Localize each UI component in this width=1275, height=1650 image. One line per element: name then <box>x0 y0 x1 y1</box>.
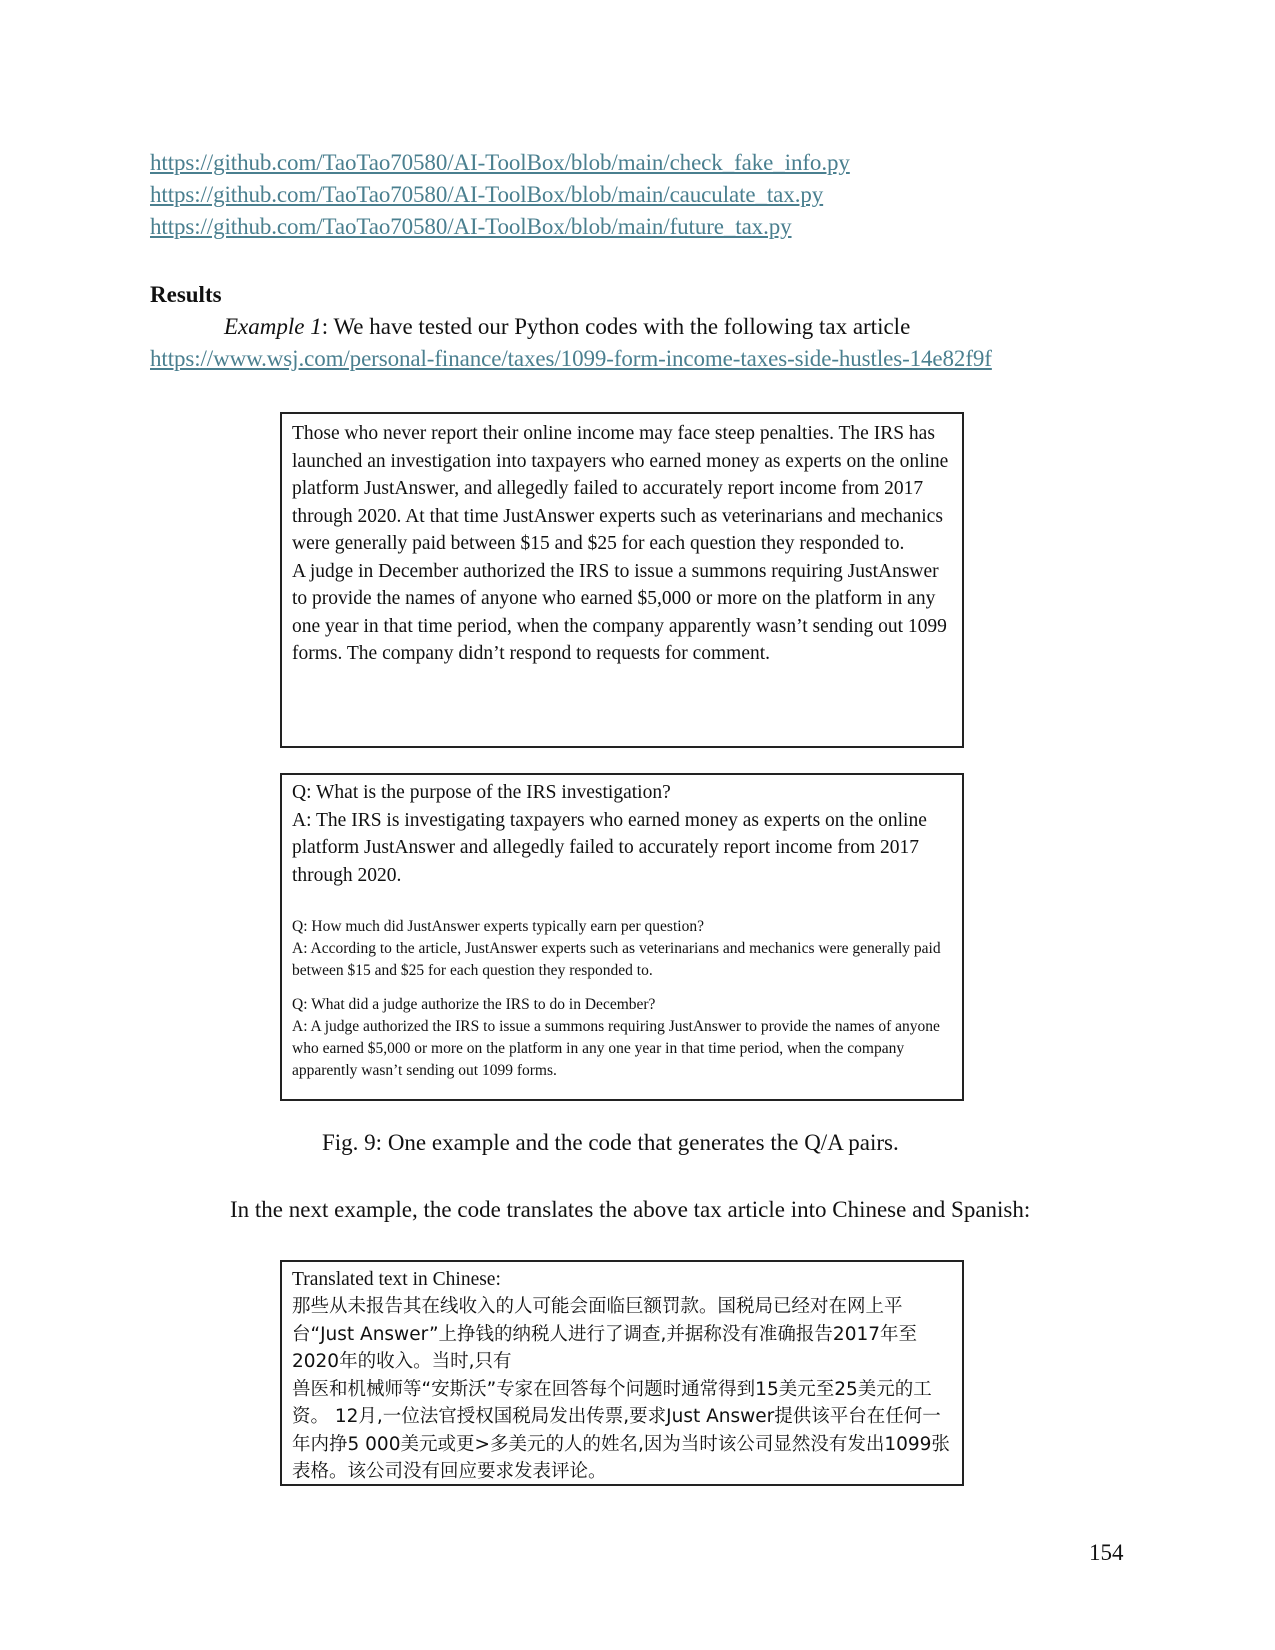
page-number: 154 <box>1089 1540 1124 1565</box>
example-label: Example 1 <box>224 314 322 339</box>
answer-2: A: According to the article, JustAnswer experts such as veterinarians and mechanics were generally paid between $15 and $25 for each question they responded to. <box>292 940 941 979</box>
chinese-text-line-2: 兽医和机械师等“安斯沃”专家在回答每个问题时通常得到15美元至25美元的工资。 12月,一位法官授权国税局发出传票,要求Just Answer提供该平台在任何一年内挣5 000美元或更>多美元的人的姓名,因为当时该公司显然没有发出1099张表格。该公司没有回应要求发表评论。 <box>292 1378 950 1482</box>
wsj-article-link[interactable]: https://www.wsj.com/personal-finance/taxes/1099-form-income-taxes-side-hustles-14e82f9f <box>150 346 992 371</box>
example-intro <box>224 314 910 340</box>
question-3: Q: What did a judge authorize the IRS to do in December? <box>292 996 656 1013</box>
translation-title: Translated text in Chinese: <box>292 1269 501 1290</box>
article-paragraph-2: A judge in December authorized the IRS to issue a summons requiring JustAnswer to provide the names of anyone who earned $5,000 or more on the platform in any one year in that time period, when the company apparently wasn’t sending out 1099 forms. The company didn’t respond to requests for comment. <box>292 560 947 664</box>
example-text: : We have tested our Python codes with the following tax article <box>321 314 911 339</box>
answer-1: A: The IRS is investigating taxpayers who earned money as experts on the online platform JustAnswer and allegedly failed to accurately report income from 2017 through 2020. <box>292 809 927 886</box>
github-link-calculate-tax[interactable]: https://github.com/TaoTao70580/AI-ToolBox/blob/main/cauculate_tax.py <box>150 182 824 207</box>
question-2: Q: How much did JustAnswer experts typically earn per question? <box>292 918 704 935</box>
article-paragraph-1: Those who never report their online income may face steep penalties. The IRS has launched an investigation into taxpayers who earned money as experts on the online platform JustAnswer, and allegedly failed to accurately report income from 2017 through 2020. At that time JustAnswer experts such as veterinarians and mechanics were generally paid between $15 and $25 for each question they responded to. <box>292 423 949 554</box>
section-heading: Results <box>150 282 222 307</box>
chinese-text-line-1: 那些从未报告其在线收入的人可能会面临巨额罚款。国税局已经对在网上平台“Just Answer”上挣钱的纳税人进行了调查,并据称没有准确报告2017年至2020年的收入。当时,只有 <box>292 1296 918 1372</box>
article-text-box <box>280 412 964 748</box>
question-1: Q: What is the purpose of the IRS investigation? <box>292 782 671 803</box>
github-link-check-fake-info[interactable]: https://github.com/TaoTao70580/AI-ToolBox/blob/main/check_fake_info.py <box>150 150 850 175</box>
qa-pairs-box <box>280 773 964 1101</box>
figure-caption: Fig. 9: One example and the code that generates the Q/A pairs. <box>322 1130 899 1155</box>
chinese-translation-box <box>280 1260 964 1486</box>
answer-3: A: A judge authorized the IRS to issue a summons requiring JustAnswer to provide the names of anyone who earned $5,000 or more on the platform in any one year in that time period, when the company apparently wasn’t sending out 1099 forms. <box>292 1018 940 1079</box>
github-link-future-tax[interactable]: https://github.com/TaoTao70580/AI-ToolBox/blob/main/future_tax.py <box>150 214 792 239</box>
body-paragraph: In the next example, the code translates the above tax article into Chinese and Spanish: <box>230 1197 1031 1222</box>
